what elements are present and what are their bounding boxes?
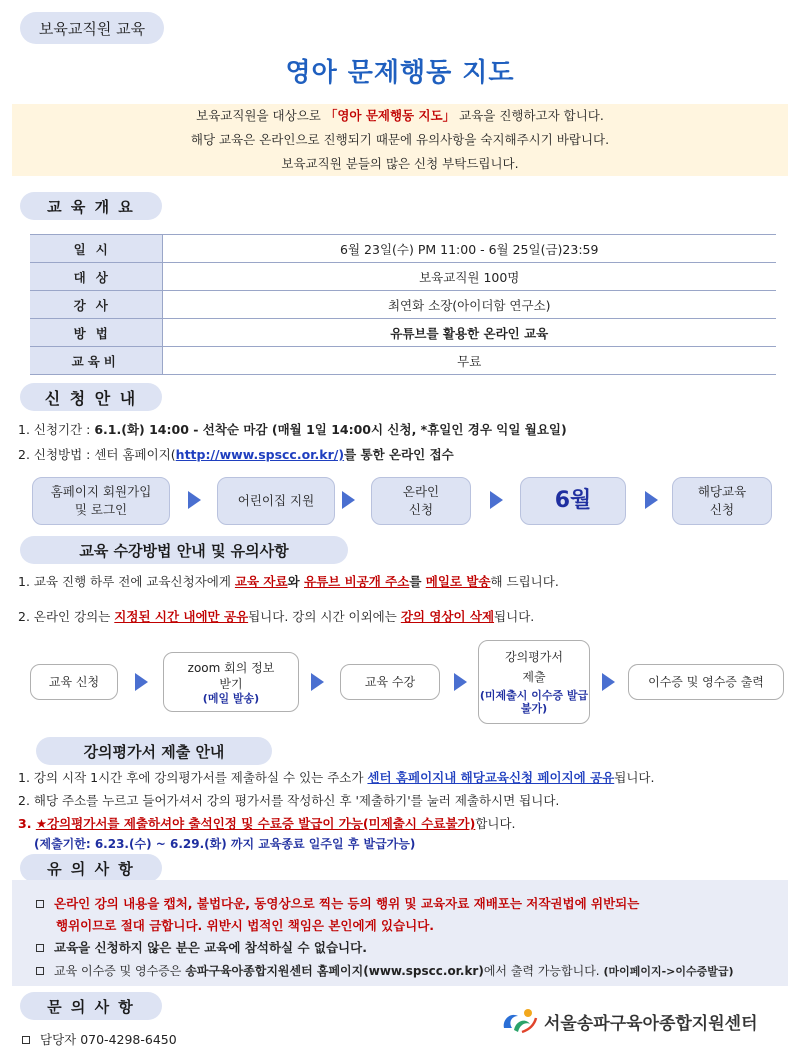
notes-box (12, 880, 788, 986)
arrow-icon (454, 673, 467, 691)
eval-line-3: 3. ★강의평가서를 제출하셔야 출석인정 및 수료증 발급이 가능(미제출시 수료불가)합니다. (18, 816, 516, 831)
overview-heading: 교 육 개 요 (20, 192, 162, 220)
bullet-square-icon (36, 900, 44, 908)
method-line-2: 2. 온라인 강의는 지정된 시간 내에만 공유됩니다. 강의 시간 이외에는 강의 영상이 삭제됩니다. (18, 609, 535, 624)
arrow-icon (135, 673, 148, 691)
notes-heading: 유 의 사 항 (20, 854, 162, 882)
apply-line-1: 1. 신청기간 : 6.1.(화) 14:00 - 선착순 마감 (매월 1일 14:00시 신청, *휴일인 경우 익일 월요일) (18, 422, 567, 437)
table-row (30, 319, 776, 347)
table-row (30, 263, 776, 291)
homepage-link[interactable]: http://www.spscc.or.kr/) (175, 447, 345, 462)
intro-line-3: 보육교직원 분들의 많은 신청 부탁드립니다. (281, 156, 519, 171)
arrow-icon (602, 673, 615, 691)
apply-step-5: 해당교육 신청 (672, 477, 772, 525)
flow-step-2: zoom 회의 정보 받기 (메일 발송) (163, 652, 299, 712)
row-label: 일시 (30, 235, 162, 263)
eval-line-2: 2. 해당 주소를 누르고 들어가셔서 강의 평가서를 작성하신 후 '제출하기'를 눌러 제출하시면 됩니다. (18, 793, 560, 808)
flow-step-5: 이수증 및 영수증 출력 (628, 664, 784, 700)
eval-deadline: (제출기한: 6.23.(수) ~ 6.29.(화) 까지 교육종료 일주일 후 발급가능) (34, 837, 416, 851)
eval-heading: 강의평가서 제출 안내 (36, 737, 272, 765)
arrow-icon (342, 491, 355, 509)
intro-line-1: 보육교직원을 대상으로 「영아 문제행동 지도」 교육을 진행하고자 합니다. (196, 108, 604, 123)
note-item-1-line-2: 행위이므로 절대 금합니다. 위반시 법적인 책임은 본인에게 있습니다. (56, 918, 435, 933)
flow-step-3: 교육 수강 (340, 664, 440, 700)
apply-step-1: 홈페이지 회원가입 및 로그인 (32, 477, 170, 525)
eval-line-1: 1. 강의 시작 1시간 후에 강의평가서를 제출하실 수 있는 주소가 센터 홈페이지내 해당교육신청 페이지에 공유됩니다. (18, 770, 655, 785)
arrow-icon (188, 491, 201, 509)
row-value: 유튜브를 활용한 온라인 교육 (162, 319, 776, 347)
center-logo (500, 1006, 758, 1036)
table-row (30, 347, 776, 375)
logo-mark-icon (500, 1006, 538, 1036)
arrow-icon (645, 491, 658, 509)
header-tag: 보육교직원 교육 (20, 12, 164, 44)
row-label: 방법 (30, 319, 162, 347)
table-row (30, 235, 776, 263)
arrow-icon (311, 673, 324, 691)
apply-step-month: 6월 (520, 477, 626, 525)
contact-line: 담당자 070-4298-6450 (22, 1030, 177, 1048)
apply-step-2: 어린이집 지원 (217, 477, 335, 525)
bullet-square-icon (36, 967, 44, 975)
apply-line-2: 2. 신청방법 : 센터 홈페이지(http://www.spscc.or.kr/)를 통한 온라인 접수 (18, 447, 454, 462)
row-value: 최연화 소장(아이더함 연구소) (162, 291, 776, 319)
page-title: 영아 문제행동 지도 (285, 58, 515, 88)
row-value: 무료 (162, 347, 776, 375)
intro-line-2: 해당 교육은 온라인으로 진행되기 때문에 유의사항을 숙지해주시기 바랍니다. (190, 132, 610, 147)
flow-step-1: 교육 신청 (30, 664, 118, 700)
bullet-square-icon (22, 1036, 30, 1044)
method-heading: 교육 수강방법 안내 및 유의사항 (20, 536, 348, 564)
apply-step-3: 온라인 신청 (371, 477, 471, 525)
note-item-1-line-1: 온라인 강의 내용을 캡처, 불법다운, 동영상으로 찍는 등의 행위 및 교육자료 재배포는 저작권법에 위반되는 (36, 894, 639, 912)
contact-heading: 문 의 사 항 (20, 992, 162, 1020)
row-label: 교육비 (30, 347, 162, 375)
apply-heading: 신 청 안 내 (20, 383, 162, 411)
bullet-square-icon (36, 944, 44, 952)
row-value: 6월 23일(수) PM 11:00 - 6월 25일(금)23:59 (162, 235, 776, 263)
row-label: 대상 (30, 263, 162, 291)
table-row (30, 291, 776, 319)
note-item-2: 교육을 신청하지 않은 분은 교육에 참석하실 수 없습니다. (36, 938, 367, 956)
row-value: 보육교직원 100명 (162, 263, 776, 291)
row-label: 강사 (30, 291, 162, 319)
overview-table (30, 234, 776, 375)
intro-box (12, 104, 788, 176)
flow-step-4: 강의평가서 제출 (미제출시 이수증 발급 불가) (478, 640, 590, 724)
arrow-icon (490, 491, 503, 509)
note-item-3: 교육 이수증 및 영수증은 송파구육아종합지원센터 홈페이지(www.spscc.or.kr)에서 출력 가능합니다. (마이페이지->이수증발급) (36, 962, 734, 979)
method-line-1: 1. 교육 진행 하루 전에 교육신청자에게 교육 자료와 유튜브 비공개 주소를 메일로 발송해 드립니다. (18, 574, 559, 589)
logo-text: 서울송파구육아종합지원센터 (544, 1013, 758, 1034)
